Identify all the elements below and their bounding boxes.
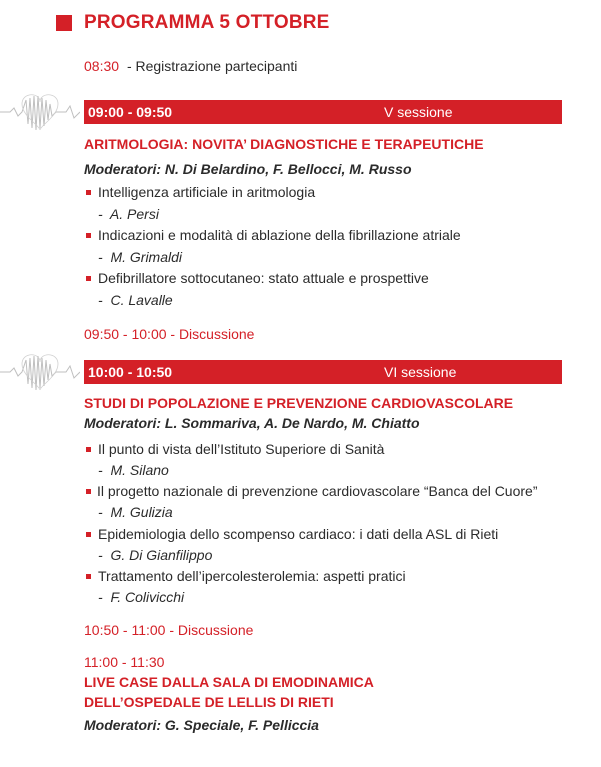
live-case-time: 11:00 - 11:30: [84, 654, 165, 670]
registration-row: [84, 58, 297, 74]
session-5-time: 09:00 - 09:50: [88, 104, 173, 120]
session-5-speaker-1: - A. Persi: [98, 206, 159, 222]
registration-time: 08:30: [84, 58, 120, 74]
live-case-title-line-1: LIVE CASE DALLA SALA DI EMODINAMICA: [84, 674, 374, 690]
registration-text: - Registrazione partecipanti: [126, 58, 298, 74]
session-5-item-1: Intelligenza artificiale in aritmologia: [98, 184, 316, 200]
live-case-moderators: Moderatori: G. Speciale, F. Pelliccia: [84, 717, 319, 733]
session-6-label: VI sessione: [384, 364, 457, 380]
bullet-icon: [86, 190, 91, 195]
session-6-moderators: Moderatori: L. Sommariva, A. De Nardo, M. Chiatto: [84, 415, 420, 431]
session-6-speaker-1: - M. Silano: [98, 462, 169, 478]
session-6-speaker-3: - G. Di Gianfilippo: [98, 547, 213, 563]
bullet-icon: [86, 233, 91, 238]
session-5-item-2: Indicazioni e modalità di ablazione della fibrillazione atriale: [98, 227, 461, 243]
bullet-icon: [86, 447, 91, 452]
session-6-discussion: 10:50 - 11:00 - Discussione: [84, 622, 254, 638]
session-6-time: 10:00 - 10:50: [88, 364, 173, 380]
session-5-speaker-3: - C. Lavalle: [98, 292, 173, 308]
session-6-item-4: Trattamento dell’ipercolesterolemia: aspetti pratici: [98, 568, 406, 584]
session-6-speaker-2: - M. Gulizia: [98, 504, 173, 520]
session-6-title: STUDI DI POPOLAZIONE E PREVENZIONE CARDIOVASCOLARE: [84, 395, 514, 411]
title-square-icon: [56, 15, 72, 31]
session-6-speaker-4: - F. Colivicchi: [98, 589, 185, 605]
session-5-title: ARITMOLOGIA: NOVITA’ DIAGNOSTICHE E TERAPEUTICHE: [84, 136, 484, 152]
session-6-item-1: Il punto di vista dell’Istituto Superiore di Sanità: [98, 441, 385, 457]
session-6-item-2: Il progetto nazionale di prevenzione cardiovascolare “Banca del Cuore”: [97, 483, 538, 499]
session-5-discussion: 09:50 - 10:00 - Discussione: [84, 326, 255, 342]
session-6-item-3: Epidemiologia dello scompenso cardiaco: i dati della ASL di Rieti: [98, 526, 499, 542]
session-5-moderators: Moderatori: N. Di Belardino, F. Bellocci, M. Russo: [84, 161, 412, 177]
session-5-item-3: Defibrillatore sottocutaneo: stato attuale e prospettive: [98, 270, 429, 286]
session-5-speaker-2: - M. Grimaldi: [98, 249, 183, 265]
session-5-bar: [84, 100, 562, 124]
heart-ecg-icon: [0, 350, 80, 394]
live-case-title-line-2: DELL’OSPEDALE DE LELLIS DI RIETI: [84, 694, 334, 710]
bullet-icon: [86, 489, 91, 494]
session-5-label: V sessione: [384, 104, 453, 120]
bullet-icon: [86, 276, 91, 281]
heart-ecg-icon: [0, 90, 80, 134]
page-title: PROGRAMMA 5 OTTOBRE: [84, 12, 330, 33]
session-6-bar: [84, 360, 562, 384]
bullet-icon: [86, 532, 91, 537]
bullet-icon: [86, 574, 91, 579]
